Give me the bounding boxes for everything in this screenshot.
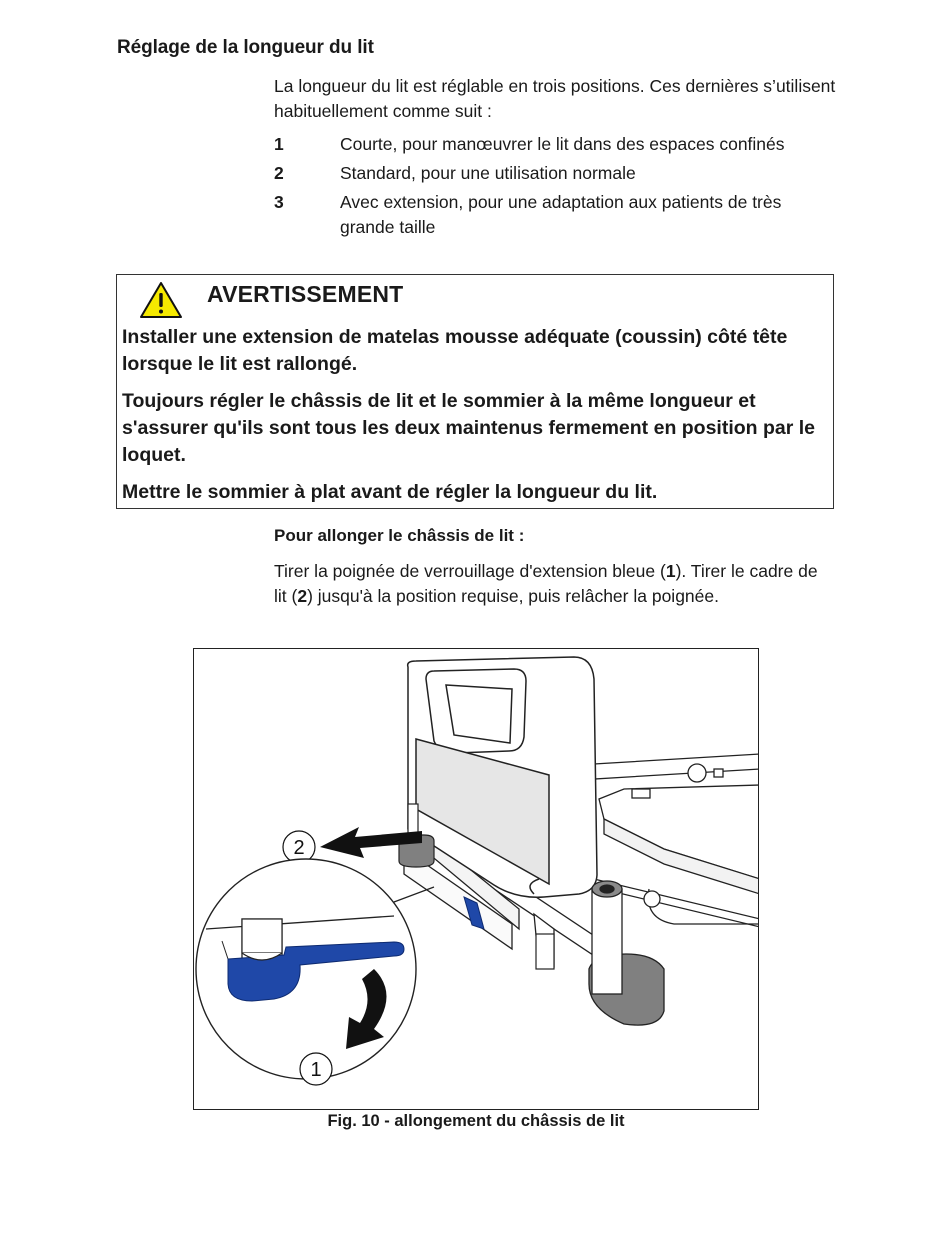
procedure-heading: Pour allonger le châssis de lit :	[274, 526, 525, 545]
warning-paragraph: Installer une extension de matelas mousse adéquate (coussin) côté tête lorsque le lit est rallongé.	[122, 326, 788, 375]
caption-text: Fig. 10 - allongement du châssis de lit	[327, 1112, 625, 1130]
figure-bed-extension	[193, 648, 759, 1110]
list-text: Standard, pour une utilisation normale	[340, 163, 636, 183]
figure-caption	[0, 1112, 950, 1131]
list-text: Avec extension, pour une adaptation aux patients de très grande taille	[340, 192, 782, 237]
list-item	[274, 190, 834, 240]
bed-illustration	[194, 649, 759, 1110]
warning-paragraph: Mettre le sommier à plat avant de régler la longueur du lit.	[122, 481, 658, 503]
section-title: Réglage de la longueur du lit	[117, 37, 374, 58]
center-leg	[536, 934, 554, 969]
warning-box	[116, 274, 834, 509]
detail-magnifier	[196, 859, 434, 1085]
headboard	[408, 657, 597, 897]
list-text: Courte, pour manœuvrer le lit dans des espaces confinés	[340, 134, 785, 154]
step-text: ) jusqu'à la position requise, puis relâcher la poignée.	[307, 586, 719, 606]
intro-paragraph: La longueur du lit est réglable en trois positions. Ces dernières s’utilisent habituellement comme suit :	[274, 76, 836, 121]
list-item	[274, 132, 834, 157]
callout-2-label: 2	[293, 837, 305, 859]
list-number: 1	[274, 134, 284, 154]
list-number: 2	[274, 163, 284, 183]
positions-list	[274, 132, 834, 244]
warning-title: AVERTISSEMENT	[207, 281, 404, 307]
step-ref-2: 2	[297, 586, 308, 606]
step-ref-1: 1	[665, 561, 676, 581]
step-text: Tirer la poignée de verrouillage d'extension bleue (	[274, 561, 666, 581]
callout-1-label: 1	[310, 1059, 322, 1081]
warning-triangle-icon	[139, 281, 183, 319]
warning-body	[122, 324, 832, 516]
list-number: 3	[274, 192, 284, 212]
procedure-step	[274, 559, 834, 609]
list-item	[274, 161, 834, 186]
warning-paragraph: Toujours régler le châssis de lit et le sommier à la même longueur et s'assurer qu'ils sont tous les deux maintenus fermement en position par le loquet.	[122, 390, 816, 466]
step-text: ). Tirer le cadre de lit (	[274, 561, 818, 606]
